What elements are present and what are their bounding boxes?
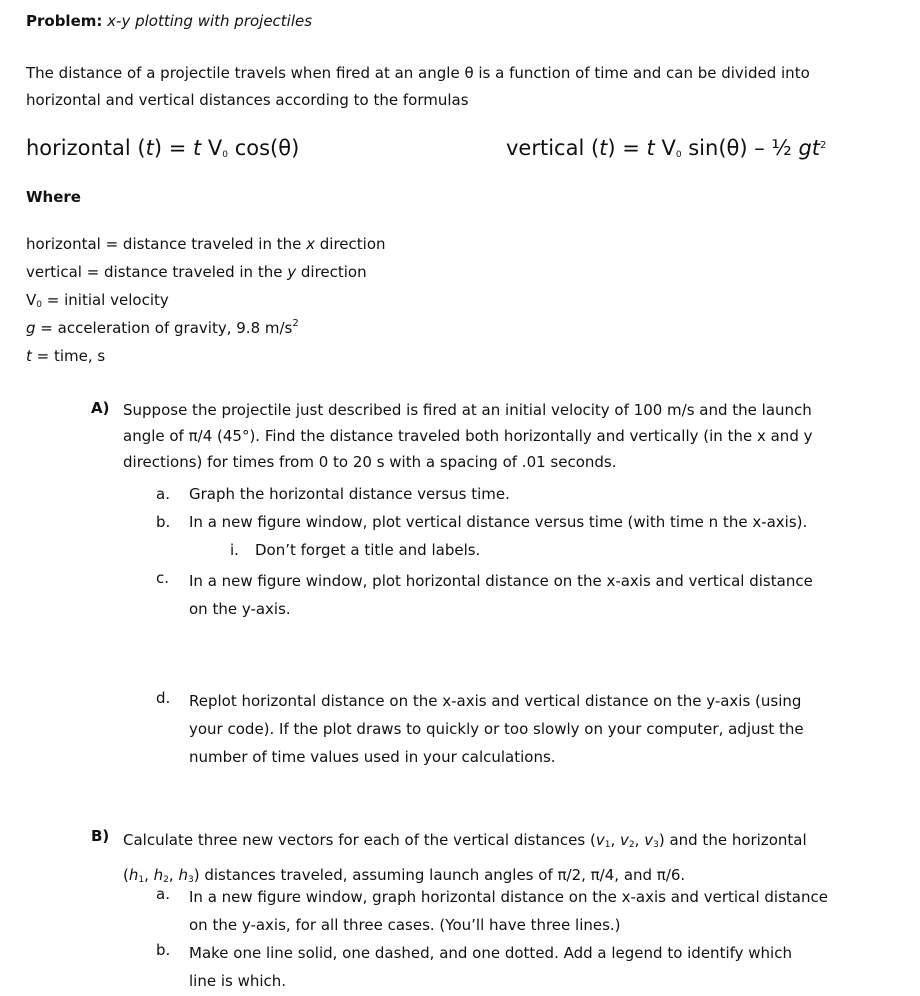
- def-text: direction: [315, 235, 386, 253]
- vertical-formula: [506, 136, 826, 160]
- part-a-line-2: angle of π/4 (45°). Find the distance traveled both horizontally and vertically (in the x and y: [123, 427, 813, 445]
- def-var: g: [26, 319, 36, 337]
- part-b-a-line-2: on the y-axis, for all three cases. (You’ll have three lines.): [189, 916, 621, 934]
- formula-text: sin(θ) – ½: [681, 136, 799, 160]
- def-text: = acceleration of gravity, 9.8 m/s: [35, 319, 293, 337]
- def-t: [26, 345, 105, 367]
- b-sub: 1: [138, 875, 145, 885]
- b-var: h: [153, 866, 164, 884]
- part-a-line-1: Suppose the projectile just described is fired at an initial velocity of 100 m/s and the launch: [123, 401, 812, 419]
- b-sub: 3: [653, 840, 659, 850]
- part-a-d-line-1: Replot horizontal distance on the x-axis and vertical distance on the y-axis (using: [189, 692, 802, 710]
- b-text: (: [123, 866, 129, 884]
- part-b-b-line-1: Make one line solid, one dashed, and one dotted. Add a legend to identify which: [189, 944, 792, 962]
- part-a-d-line-2: your code). If the plot draws to quickly or too slowly on your computer, adjust the: [189, 720, 804, 738]
- part-b-marker: B): [91, 827, 110, 845]
- def-horizontal: [26, 233, 386, 255]
- b-text: ,: [144, 866, 154, 884]
- part-a-b-marker: b.: [156, 513, 171, 531]
- part-a-marker: A): [91, 399, 110, 417]
- part-a-d-text: [189, 687, 804, 771]
- b-text: ,: [168, 866, 179, 884]
- formula-sub: 0: [222, 150, 229, 160]
- def-text: horizontal = distance traveled in the: [26, 235, 307, 253]
- b-var: h: [128, 866, 139, 884]
- part-b-b-marker: b.: [156, 941, 171, 959]
- formula-var: gt: [798, 136, 821, 160]
- b-text: ,: [634, 831, 645, 849]
- part-a-c-line-1: In a new figure window, plot horizontal distance on the x-axis and vertical distance: [189, 572, 813, 590]
- intro-paragraph: [26, 60, 810, 114]
- b-var: v: [595, 831, 605, 849]
- def-text: = time, s: [31, 347, 106, 365]
- formula-text: vertical (: [506, 136, 600, 160]
- formula-text: ) =: [153, 136, 193, 160]
- part-a-bi-marker: i.: [230, 541, 239, 559]
- part-a-a-marker: a.: [156, 485, 170, 503]
- def-var: x: [306, 235, 315, 253]
- part-a-c-marker: c.: [156, 569, 170, 587]
- problem-title: [26, 12, 312, 30]
- where-heading: Where: [26, 188, 81, 206]
- b-var: h: [178, 866, 188, 884]
- part-b-a-text: [189, 883, 828, 939]
- part-b-line-1: [123, 825, 807, 860]
- formula-text: cos(θ): [228, 136, 300, 160]
- part-b-b-line-2: line is which.: [189, 972, 287, 990]
- def-g: [26, 317, 299, 339]
- b-text: ) and the horizontal: [658, 831, 807, 849]
- b-var: v: [644, 831, 654, 849]
- b-text: Calculate three new vectors for each of the vertical distances (: [123, 831, 596, 849]
- def-sub: 0: [36, 300, 42, 310]
- def-sup: 2: [292, 318, 299, 329]
- def-text: V: [26, 291, 37, 309]
- formula-var: t: [145, 136, 154, 160]
- def-v0: [26, 289, 169, 316]
- b-var: v: [620, 831, 629, 849]
- problem-topic: x-y plotting with projectiles: [107, 12, 313, 30]
- part-a-d-line-3: number of time values used in your calculations.: [189, 748, 556, 766]
- part-a-text: [123, 397, 812, 475]
- formula-sub: 0: [675, 150, 682, 160]
- b-sub: 1: [604, 840, 611, 850]
- part-a-b-text: In a new figure window, plot vertical distance versus time (with time n the x-axis).: [189, 513, 808, 531]
- intro-line-1: The distance of a projectile travels when fired at an angle θ is a function of time and can be divided into: [26, 64, 810, 82]
- part-b-a-line-1: In a new figure window, graph horizontal distance on the x-axis and vertical distance: [189, 888, 828, 906]
- problem-label: Problem:: [26, 12, 103, 30]
- def-vertical: [26, 261, 367, 283]
- def-text: direction: [296, 263, 367, 281]
- formula-text: V: [654, 136, 676, 160]
- formula-var: t: [599, 136, 608, 160]
- part-a-c-line-2: on the y-axis.: [189, 600, 291, 618]
- part-a-line-3: directions) for times from 0 to 20 s with a spacing of .01 seconds.: [123, 453, 617, 471]
- def-text: = initial velocity: [42, 291, 169, 309]
- part-a-bi-text: Don’t forget a title and labels.: [255, 541, 481, 559]
- part-a-a-text: Graph the horizontal distance versus time.: [189, 485, 510, 503]
- part-a-c-text: [189, 567, 813, 623]
- b-sub: 3: [187, 875, 194, 885]
- def-var: y: [287, 263, 297, 281]
- formula-text: ) =: [607, 136, 647, 160]
- formula-text: V: [201, 136, 223, 160]
- b-text: ,: [610, 831, 621, 849]
- intro-line-2: horizontal and vertical distances according to the formulas: [26, 91, 469, 109]
- b-sub: 2: [628, 840, 635, 850]
- formula-sup: 2: [820, 140, 827, 151]
- part-a-d-marker: d.: [156, 689, 171, 707]
- horizontal-formula: [26, 136, 299, 160]
- def-var: t: [26, 347, 32, 365]
- formula-var: t: [646, 136, 655, 160]
- b-text: ) distances traveled, assuming launch angles of π/2, π/4, and π/6.: [193, 866, 686, 884]
- def-text: vertical = distance traveled in the: [26, 263, 288, 281]
- part-b-b-text: [189, 939, 792, 995]
- formula-text: horizontal (: [26, 136, 146, 160]
- formula-var: t: [193, 136, 202, 160]
- b-sub: 2: [163, 875, 169, 885]
- part-b-a-marker: a.: [156, 885, 170, 903]
